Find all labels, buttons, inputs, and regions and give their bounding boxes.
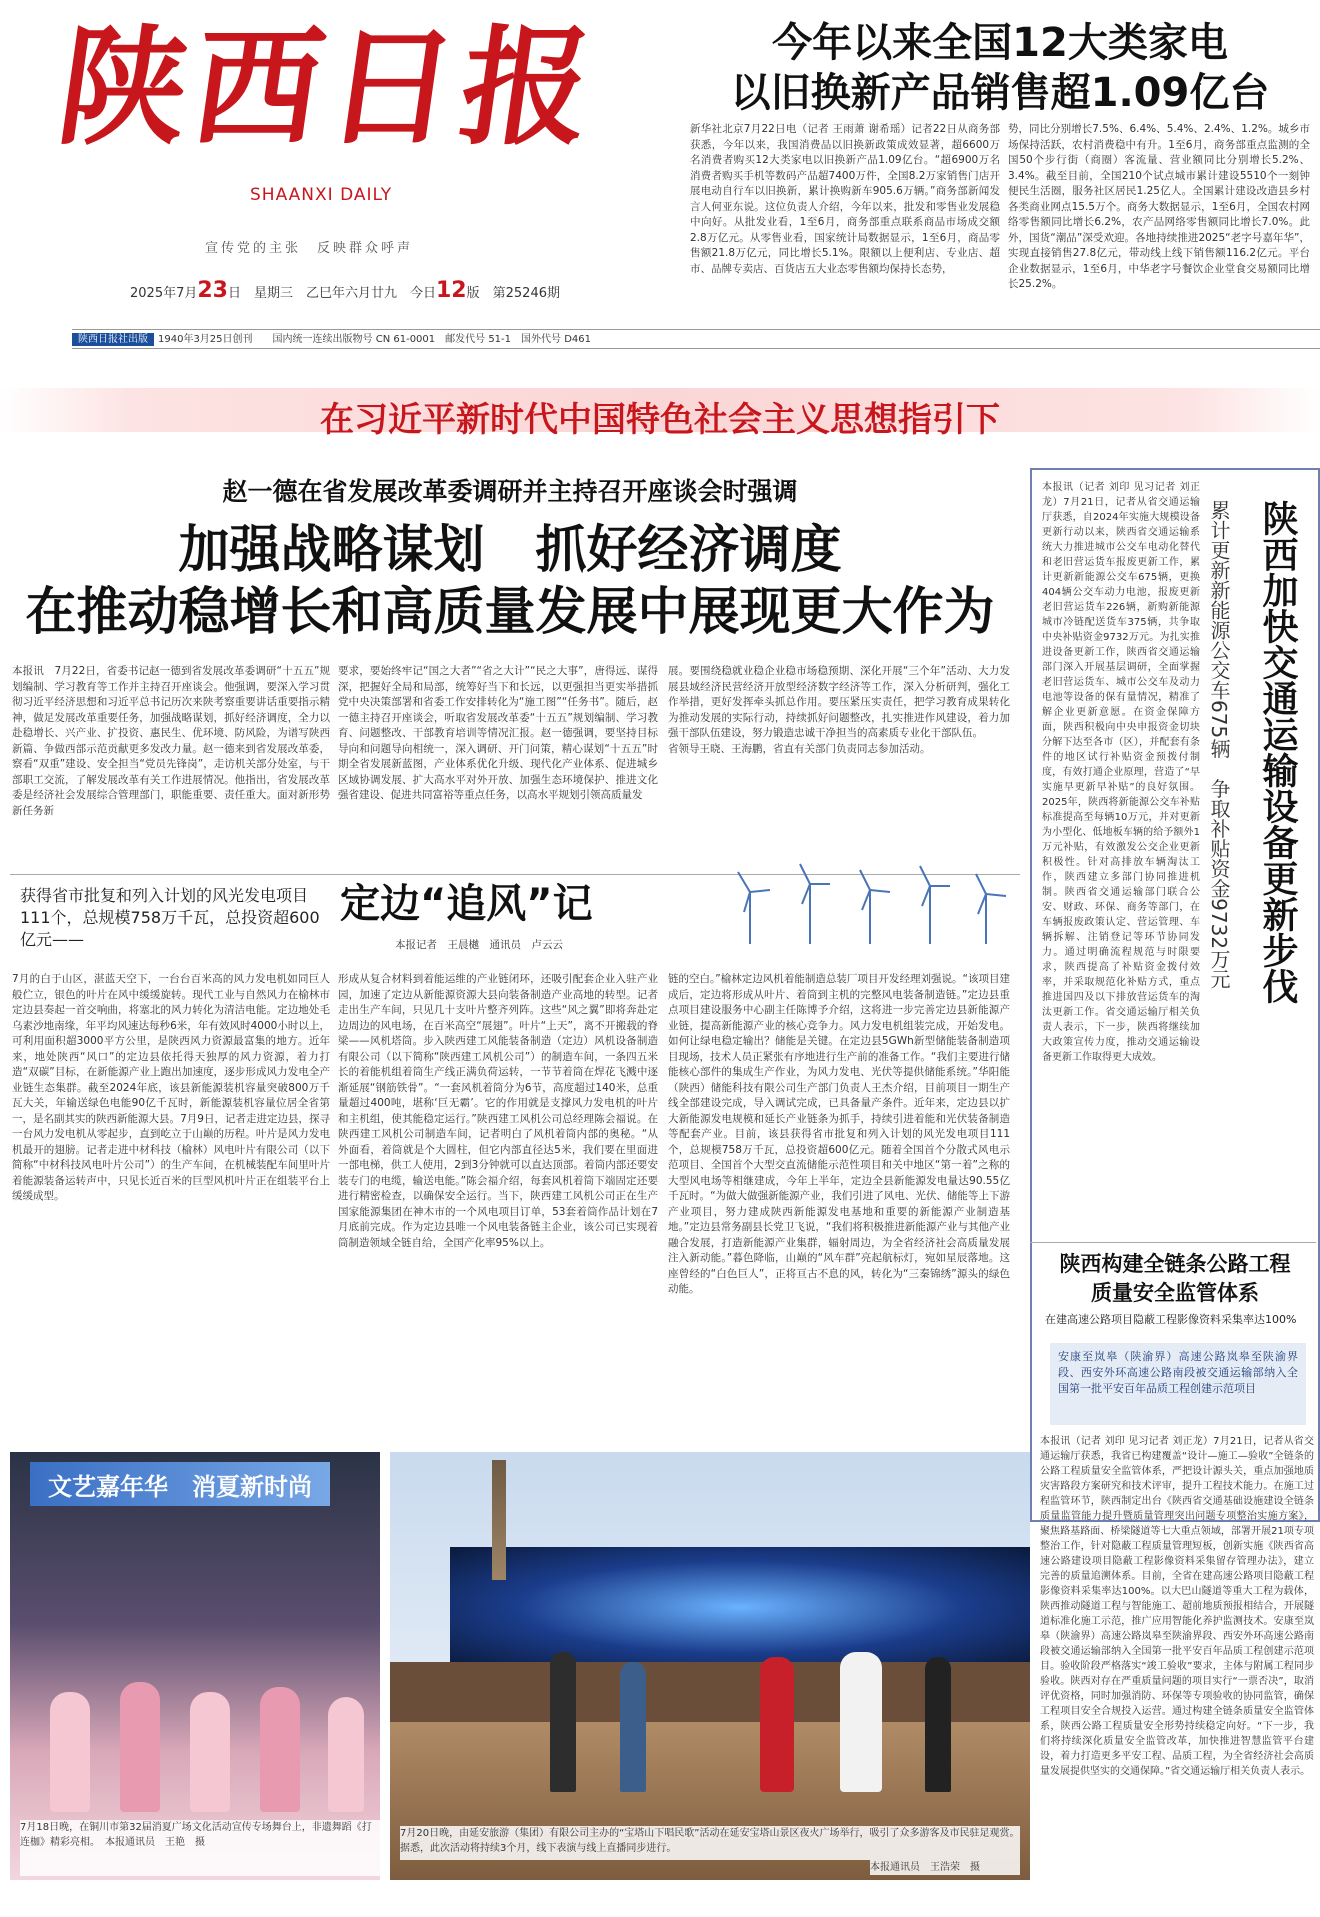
dancer <box>190 1692 230 1812</box>
feature-caption-left: 7月18日晚，在铜川市第32届消夏广场文化活动宣传专场舞台上，非遗舞蹈《打连枷》精彩亮相。 本报通讯员 王艳 摄 <box>20 1820 380 1876</box>
highway-deck: 在建高速公路项目隐蔽工程影像资料采集率达100% <box>1045 1313 1297 1326</box>
dance-photo <box>10 1452 380 1880</box>
led-screen <box>450 1547 1030 1667</box>
dancer <box>120 1682 160 1812</box>
date-day: 23 <box>197 278 228 303</box>
banner-slogan: 在习近平新时代中国特色社会主义思想指引下 <box>320 400 1000 440</box>
wind-column-3: 链的空白。”榆林定边风机着能制造总装厂项目开发经理刘强说。“该项目建成后，定边将形成从叶片、着筒到主机的完整风电装备制造链。”定边县重点项目建设服务中心副主任陈博予介绍，这将进一步完善定边县新能源产业链，提高新能源产业的核心竞争力。风力发电机组装完成，开始发电。如何让绿电稳定输出？储能是关键。在定边县5GWh新型储能装备制造项目现场，技术人员正紧张有序地进行生产前的准备工作。“我们主要进行储能核心部件的集成生产作业，为风力发电、光伏等提供储能系统。”华阳能（陕西）储能科技有限公司生产部门负责人王杰介绍，目前项目一期生产线全部建设完成，导入调试完成，已具备量产条件。近年来，定边县以扩大新能源发电规模和延长产业链条为抓手，持续引进着能和光伏装备制造等配套产业。目前，该县获得省市批复和列入计划的风光发电项目111个，总规模758万千瓦，总投资超600亿元。随着全国首个分散式风电示范项目、全国首个大型交直流储能示范性项目和关中地区“第一着”之称的大型风电场等相继建成，今年上半年，定边全县新能源发电量达90.55亿千瓦时。“为做大做强新能源产业，我们引进了风电、光伏、储能等上下游产业项目，努力建成陕西新能源发电基地和重要的新能源产业制造基地。”定边县常务副县长党卫飞说，“我们将积极推进新能源产业与其他产业融合发展，打造新能源产业集群，辐射周边，为全省经济社会高质量发展注入新动能。”暮色降临，山巅的“风车群”亮起航标灯，宛如星辰落地。这座曾经的“白色巨人”，正将亘古不息的风，转化为“三秦锦绣”源头的绿色动能。 <box>668 973 1010 1295</box>
lead-column-2: 要求，要始终牢记“国之大者”“省之大计”“民之大事”，唐得远、谋得深，把握好全局和局部，统筹好当下和长远，以更强担当更实举措抓党中央决策部署和省委工作安排转化为“施工图”“任务书”。随后，赵一德主持召开座谈会，听取省发展改革委“十五五”规划编制、学习教育、问题整改、干部教育培训等情况汇报。赵一德强调，要坚持目标导向和问题导向相统一，深入调研、开门问策，精心谋划“十五五”时期全省发展新蓝图，产业体系优化升级、现代化产业体系、促进城乡区域协调发展、扩大高水平对外开放、加强生态环境保护、推进文化强省建设、促进共同富裕等重点任务，以高水平规划引领高质量发 <box>338 665 658 801</box>
dancer <box>260 1687 300 1812</box>
lead-subheadline: 赵一德在省发展改革委调研并主持召开座谈会时强调 <box>222 477 798 506</box>
highway-callout: 安康至岚皋（陕渝界）高速公路岚皋至陕渝界段、西安外环高速公路南段被交通运输部纳入全国第一批平安百年品质工程创建示范项目 <box>1050 1343 1306 1425</box>
wind-byline: 本报记者 王晨樾 通讯员 卢云云 <box>395 939 563 951</box>
date-prefix: 2025年7月 <box>130 286 198 301</box>
transport-body: 本报讯（记者 刘印 见习记者 刘正龙）7月21日，记者从省交通运输厅获悉，自2024年实施大规模设备更新行动以来，陕西省交通运输系统大力推进城市公交车电动化替代和老旧营运货车报废更新工作，累计更新新能源公交车675辆，更换404辆公交车动力电池，报废更新老旧营运货车226辆，新购新能源城市冷链配送货车375辆，共争取中央补贴资金9732万元。为扎实推进设备更新工作，陕西省交通运输部门深入开展基层调研，全面掌握老旧营运货车、城市公交车及动力电池等设备的保有量情况，精准了解企业更新意愿。在资金保障方面，陕西积极向中央申报资金切块分解下达至各市（区），并配套有条件的地区试行补贴资金预拨付制度，有效打通企业原理，营造了“早实施早更新早补贴”的良好氛围。2025年，陕西将新能源公交车补贴标准提高至每辆10万元，并对更新为小型化、低地板车辆的给予额外1万元补贴，有效激发公交企业更新积极性。针对高排放车辆淘汰工作，陕西建立多部门协同推进机制。陕西省交通运输部门联合公安、财政、环保、商务等部门，在车辆报废政策认定、营运管理、车辆拆解、注销登记等环节协同发力。通过明确流程规范与时限要求，陕西提高了补贴资金拨付效率，并采取规范化补贴方式，重点推进国四及以下排放营运货车的淘汰更新工作。省交通运输厅相关负责人表示，下一步，陕西将继续加大政策宣传力度，推动交通运输设备更新工作取得更大成效。 <box>1042 482 1200 1063</box>
performer <box>925 1657 951 1792</box>
top-story-column-1: 新华社北京7月22日电（记者 王雨萧 谢希瑶）记者22日从商务部获悉，今年以来，我国消费品以旧换新政策成效显著，超6600万名消费者购买12大类家电以旧换新产品1.09亿台。“超6900万名消费者购买手机等数码产品超7400万件，全国8.2万家销售门店开展电动自行车以旧换新，累计换购新车905.6万辆。”商务部新闻发言人何亚东说。这位负责人介绍，今年以来，批发和零售业发展稳中向好。从批发业看，1至6月，商务部重点联系商品市场成交额2.8万亿元。从零售业看，国家统计局数据显示，1至6月，商品零售额21.8万亿元，同比增长5.1%。限额以上便利店、专业店、超市、品牌专卖店、百货店五大业态零售额均保持长态势， <box>690 123 1000 275</box>
top-story-headline-line2: 以旧换新产品销售超1.09亿台 <box>730 70 1270 116</box>
highway-headline <box>1040 1250 1310 1308</box>
top-story-column-2: 势，同比分别增长7.5%、6.4%、5.4%、2.4%、1.2%。城乡市场保持活跃，农村消费稳中有升。1至6月，商务部重点监测的全国50个步行街（商圈）客流量、营业额同比分别增长5.2%、3.4%。截至目前，全国210个试点城市累计建设5510个一刻钟便民生活圈，服务社区居民1.25亿人。全国累计建设改造县乡村各类商业网点15.5万个。商务大数据显示，1至6月，全国农村网络零售额同比增长6.2%，农产品网络零售额同比增长7.0%。此外，国货“潮品”深受欢迎。各地持续推进2025“老字号嘉年华”，实现直接销售27.8亿元，带动线上线下销售额116.2亿元。平台企业数据显示，1至6月，中华老字号餐饮企业堂食交易额同比增长25.2%。 <box>1008 123 1310 290</box>
masthead-motto: 宣传党的主张 反映群众呼声 <box>205 241 414 256</box>
performer <box>620 1662 646 1792</box>
lead-headline-line2: 在推动稳增长和高质量发展中展现更大作为 <box>25 583 995 642</box>
lead-headline <box>0 520 1020 644</box>
feature-title: 文艺嘉年华 消夏新时尚 <box>48 1473 312 1501</box>
masthead-english: SHAANXI DAILY <box>250 185 393 205</box>
feature-credit-right: 本报通讯员 王浩荣 摄 <box>870 1860 1020 1875</box>
wind-deck: 获得省市批复和列入计划的风光发电项目111个，总规模758万千瓦，总投资超600亿元—— <box>20 886 320 949</box>
feature-photo <box>10 1452 1030 1880</box>
lead-headline-line1: 加强战略谋划 抓好经济调度 <box>178 521 842 580</box>
dancer <box>328 1697 364 1812</box>
photo-divider <box>380 1452 390 1880</box>
lead-column-1: 本报讯 7月22日，省委书记赵一德到省发展改革委调研“十五五”规划编制、学习教育等工作并主持召开座谈会。他强调，要深入学习贯彻习近平经济思想和习近平总书记历次来陕考察重要讲话重要指示精神，做足发展改革重要任务，加强战略谋划，抓好经济调度，全力以赴稳增长、兴产业、扩投资、惠民生、优环境、防风险，为谱写陕西新篇、争做西部示范贡献更多发改力量。赵一德来到省发展改革委，察看“双重”建设、安全担当“党员先锋岗”，走访机关部分处室，与干部职工交流，了解发展改革有关工作进展情况。他指出，省发展改革委是经济社会发展综合管理部门，职能重要、责任重大。面对新形势新任务新 <box>12 665 330 817</box>
feature-caption-right: 7月20日晚，由延安旅游（集团）有限公司主办的“宝塔山下唱民歌”活动在延安宝塔山景区夜火广场举行，吸引了众多游客及市民驻足观赏。据悉，此次活动将持续3个月，线下表演与线上直播同步进行。 <box>400 1826 1020 1860</box>
divider <box>1030 1242 1316 1243</box>
pagoda-icon <box>492 1460 506 1580</box>
masthead-title: 陕西日报 <box>49 13 607 163</box>
date-suffix: 日 星期三 乙巳年六月廿九 今日 <box>227 286 436 301</box>
wind-headline: 定边“追风”记 <box>340 881 593 927</box>
wind-column-1: 7月的白于山区，湛蓝天空下，一台台百米高的风力发电机如同巨人般伫立，银色的叶片在风中缓缓旋转。现代工业与自然风力在榆林市定边县奏起一首交响曲，将塞北的风力转化为清洁电能。定边地处毛乌素沙地南缘，年平均风速达每秒6米，年有效风时4000小时以上，可利用面积超3000平方公里，是陕西风力资源最富集的地方。近年来，地处陕西“风口”的定边县依托得天独厚的风力资源，着力打造“双碳”目标，在新能源产业上跑出加速度，逐步形成风力发电全产业链生态集群。截至2024年底，该县新能源装机容量突破800万千瓦大关，年输送绿色电能90亿千瓦时，新能源装机容量位居全省第一，是名副其实的陕西新能源大县。7月9日，记者走进定边县，探寻一台风力发电机从零起步，直到屹立于山巅的历程。叶片是风力发电机最开的翅膀。记者走进中材科技（榆林）风电叶片有限公司（以下简称“中材科技风电叶片公司”）的生产车间，在机械装配车间里叶片着能源装备运转声中，只见长近百米的巨型风机叶片正在组装平台上缓缓成型。 <box>12 973 330 1202</box>
publication-info: 1940年3月25日创刊 国内统一连续出版物号 CN 61-0001 邮发代号 51-1 国外代号 D461 <box>158 334 591 345</box>
top-story-headline-line1: 今年以来全国12大类家电 <box>772 20 1228 66</box>
lead-column-3 <box>668 664 1010 866</box>
highway-body: 本报讯（记者 刘印 见习记者 刘正龙）7月21日，记者从省交通运输厅获悉，我省已构建覆盖“设计—施工—验收”全链条的公路工程质量安全监管体系，严把设计源头关，重点加强地质灾害路段方案研究和技术评审，提升工程技术能力。在施工过程监管环节，陕西制定出台《陕西省交通基础设施建设全链条质量监管能力提升暨质量管理突出问题专项整治实施方案》，聚焦路基路面、桥梁隧道等七大重点领域，部署开展21项专项整治工作，针对隐蔽工程质量管理短板，创新实施《陕西省高速公路建设项目隐蔽工程影像资料采集留存管理办法》，建立完善的质量追溯体系。目前，全省在建高速公路项目隐蔽工程影像资料采集率达100%。以大巴山隧道等重大工程为载体，陕西推动隧道工程与智能施工、超前地质预报相结合，开展隧道标准化施工示范，推广应用智能化养护监测技术。安康至岚皋（陕渝界）高速公路岚皋至陕渝界段、西安外环高速公路南段被交通运输部纳入全国第一批平安百年品质工程创建示范项目。验收阶段严格落实“竣工验收”要求，主体与附属工程同步验收。陕西对存在严重质量问题的项目实行“一票否决”，取消评优资格，同时加强消防、环保等专项验收的协同监管，确保工程项目安全合规投入运营。通过构建全链条质量安全监管体系，陕西公路工程质量安全形势持续稳定向好。“下一步，我们将持续深化质量安全监管改革，加快推进智慧监管平台建设，着力打造更多平安工程、品质工程，为全省经济社会高质量发展提供坚实的交通保障。”省交通运输厅相关负责人表示。 <box>1040 1436 1314 1777</box>
top-story-headline <box>700 18 1300 118</box>
dancer <box>50 1692 90 1812</box>
publication-bar <box>72 329 1320 349</box>
highway-headline-line1: 陕西构建全链条公路工程 <box>1059 1252 1291 1276</box>
wind-column-2: 形成从复合材料到着能运维的产业链闭环，还吸引配套企业入驻产业园，加速了定边从新能源资源大县向装备制造产业高地的转型。记者走出生产车间，只见几十支叶片整齐列阵。这些“风之翼”即将奔赴定边周边的风电场，在百米高空“展翅”。叶片“上天”，离不开搬载的脊梁——风机塔筒。步入陕西建工风能装备制造（定边）风机设备制造有限公司（以下简称“陕西建工风机公司”）的制造车间，一条四五米长的着能机组着筒生产线正满负荷运转，一节节着筒在焊花飞溅中逐渐延展“钢筋铁骨”。“一套风机着筒分为6节，高度超过140米，总重量超过400吨，堪称‘巨无霸’。它的作用就是支撑风力发电机的叶片和主机组，使其能稳定运行。”陕西建工风机公司总经理陈会福说。在陕西建工风机公司制造车间，记者明白了风机着筒内部的奥秘。“从外面看，着筒就是个大圆柱，但它内部直径达5米，我们要在里面进一部电梯，供工人使用，2到3分钟就可以直达顶部。着筒内部还要安装专门的电缆，输送电能。”陈会福介绍，每套风机着筒下端固定还要进行精密检查，以确保安全运行。当下，陕西建工风机公司正在生产国家能源集团在神木市的一个风电项目订单，53套着筒作品计划在7月底前完成。作为定边县唯一个风电装备链主企业，该公司已实现着筒制造领域全链自给，全国产化率95%以上。 <box>338 973 658 1249</box>
lead-attendance: 省领导王晓、王海鹏，省直有关部门负责同志参加活动。 <box>668 742 931 755</box>
wind-turbine-illustration <box>720 862 1020 946</box>
publisher-tag: 陕西日报社出版 <box>72 333 154 346</box>
page-count: 12 <box>436 278 467 303</box>
transport-headline: 陕西加快交通运输设备更新步伐 <box>1257 500 1298 1004</box>
issue-number: 版 第25246期 <box>466 286 560 301</box>
transport-deck: 累计更新新能源公交车675辆 争取补贴资金9732万元 <box>1207 500 1231 990</box>
lead-column-3-text: 展。要围绕稳就业稳企业稳市场稳预期、深化开展“三个年”活动、大力发展县域经济民营经济开放型经济数字经济等工作，深入分析研判，强化工作举措，更好发挥牵头抓总作用。要压紧压实责任，把学习教育成果转化为推动发展的实际行动，持续抓好问题整改，扎实推进作风建设，着力加强干部队伍建设，努力锻造忠诚干净担当的高素质专业化干部队伍。 <box>668 665 1010 739</box>
performer <box>840 1652 882 1792</box>
performer <box>760 1657 794 1792</box>
highway-headline-line2: 质量安全监管体系 <box>1091 1281 1259 1305</box>
dateline <box>130 278 560 303</box>
performer <box>550 1652 576 1792</box>
